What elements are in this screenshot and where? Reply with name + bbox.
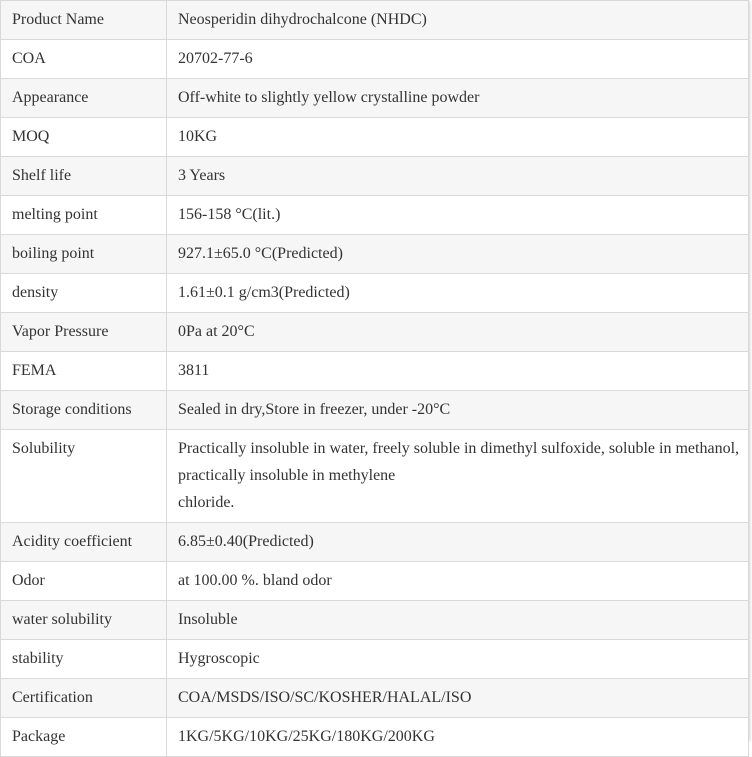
row-label: Storage conditions: [1, 391, 167, 430]
row-label: Package: [1, 718, 167, 757]
row-label: stability: [1, 640, 167, 679]
row-value-line: 20702-77-6: [178, 50, 253, 67]
row-value-line: 3811: [178, 362, 210, 379]
row-value: [167, 352, 749, 391]
row-label: Solubility: [1, 430, 167, 523]
row-value-line: Neosperidin dihydrochalcone (NHDC): [178, 11, 427, 28]
row-value-line: Hygroscopic: [178, 650, 260, 667]
row-value-line: Practically insoluble in water, freely soluble in dimethyl sulfoxide, soluble in methanol, practically insoluble in methylene: [178, 440, 740, 484]
row-value-line: at 100.00 %. bland odor: [178, 572, 332, 589]
row-label: Acidity coefficient: [1, 523, 167, 562]
row-value-line: 1KG/5KG/10KG/25KG/180KG/200KG: [178, 728, 435, 745]
row-value-line: Sealed in dry,Store in freezer, under -20°C: [178, 401, 451, 418]
row-value-line: COA/MSDS/ISO/SC/KOSHER/HALAL/ISO: [178, 689, 472, 706]
row-value-line: Insoluble: [178, 611, 238, 628]
table-row: [1, 274, 749, 313]
row-value: [167, 562, 749, 601]
table-row: [1, 40, 749, 79]
row-label: Vapor Pressure: [1, 313, 167, 352]
table-row: [1, 79, 749, 118]
row-value-line: 6.85±0.40(Predicted): [178, 533, 314, 550]
row-value: [167, 157, 749, 196]
row-label: FEMA: [1, 352, 167, 391]
row-label: Odor: [1, 562, 167, 601]
table-row: [1, 562, 749, 601]
row-label: boiling point: [1, 235, 167, 274]
row-value: [167, 640, 749, 679]
row-value: [167, 196, 749, 235]
row-value-line: 1.61±0.1 g/cm3(Predicted): [178, 284, 350, 301]
row-label: Product Name: [1, 1, 167, 40]
row-value: [167, 391, 749, 430]
table-row: [1, 118, 749, 157]
spec-table-body: [1, 1, 749, 757]
row-value: [167, 430, 749, 523]
row-label: melting point: [1, 196, 167, 235]
table-row: [1, 313, 749, 352]
row-value: [167, 313, 749, 352]
row-value-line: 10KG: [178, 128, 218, 145]
row-label: density: [1, 274, 167, 313]
row-value-line: 3 Years: [178, 167, 226, 184]
row-value: [167, 274, 749, 313]
table-row: [1, 196, 749, 235]
row-value: [167, 679, 749, 718]
row-value: [167, 118, 749, 157]
row-value-line: 156-158 °C(lit.): [178, 206, 281, 223]
table-row: [1, 352, 749, 391]
row-label: Certification: [1, 679, 167, 718]
row-value-line: Off-white to slightly yellow crystalline powder: [178, 89, 480, 106]
table-row: [1, 235, 749, 274]
table-row: [1, 1, 749, 40]
table-row: [1, 601, 749, 640]
row-label: Appearance: [1, 79, 167, 118]
table-row: [1, 430, 749, 523]
row-value: [167, 1, 749, 40]
row-label: COA: [1, 40, 167, 79]
table-row: [1, 640, 749, 679]
table-row: [1, 157, 749, 196]
table-row: [1, 523, 749, 562]
table-row: [1, 718, 749, 757]
table-row: [1, 391, 749, 430]
row-label: water solubility: [1, 601, 167, 640]
row-value: [167, 79, 749, 118]
table-row: [1, 679, 749, 718]
row-value: [167, 523, 749, 562]
row-value-line: 0Pa at 20°C: [178, 323, 255, 340]
row-value: [167, 40, 749, 79]
row-value: [167, 601, 749, 640]
row-value-line: chloride.: [178, 494, 235, 511]
row-value: [167, 718, 749, 757]
row-value: [167, 235, 749, 274]
row-value-line: 927.1±65.0 °C(Predicted): [178, 245, 343, 262]
row-label: MOQ: [1, 118, 167, 157]
row-label: Shelf life: [1, 157, 167, 196]
